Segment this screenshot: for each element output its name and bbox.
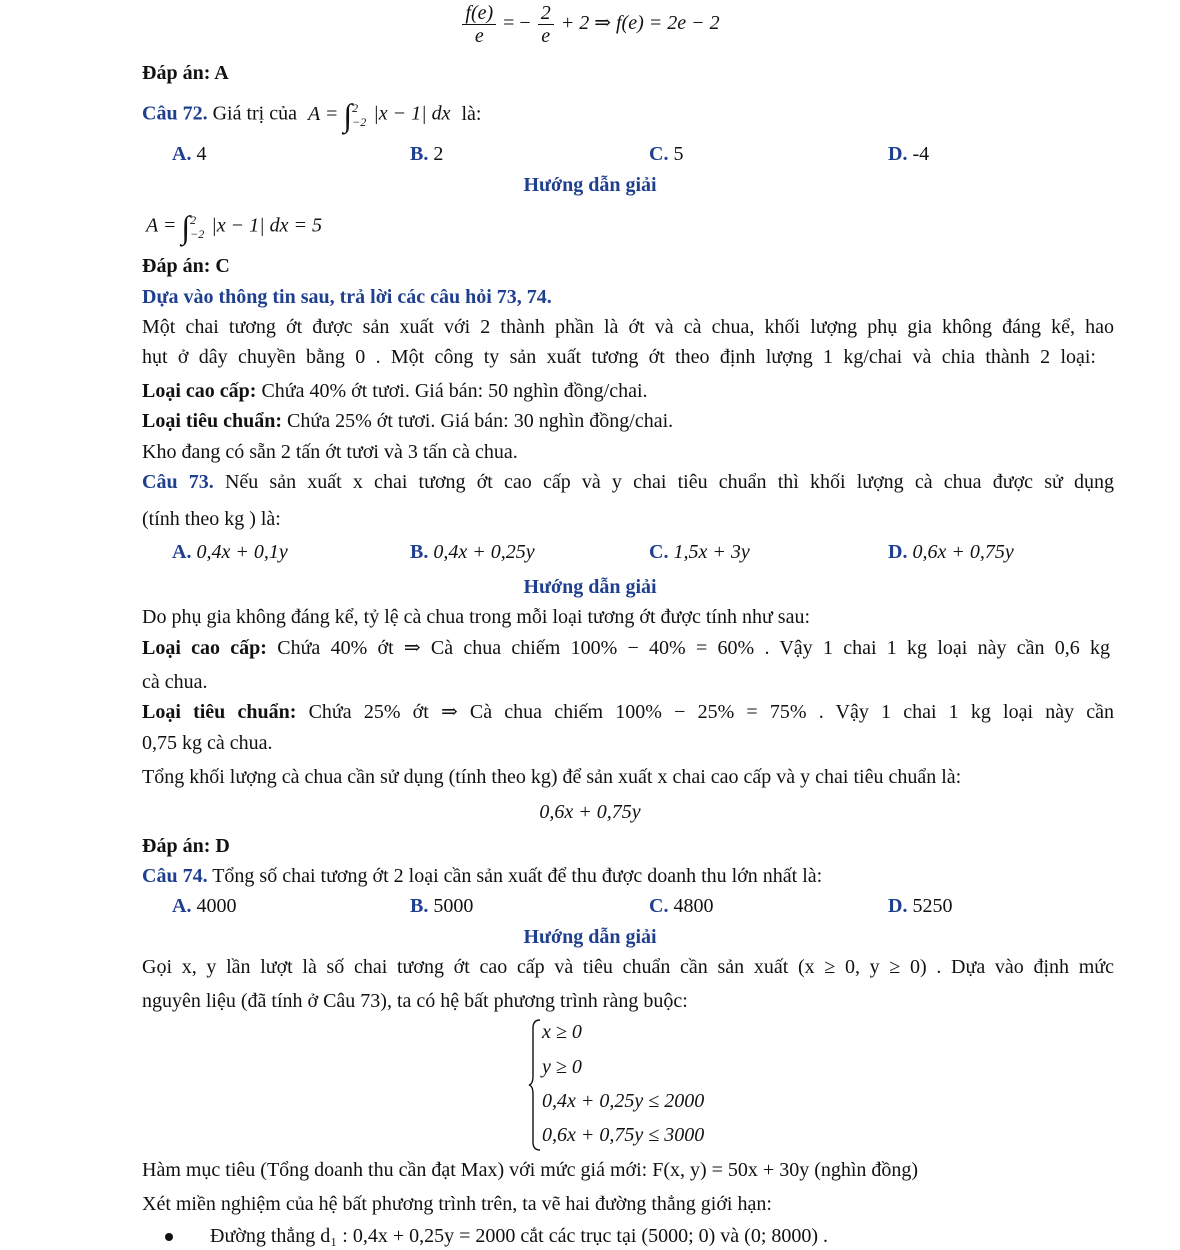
question-73-cont: (tính theo kg ) là: — [142, 508, 281, 530]
inequality-system — [528, 1018, 758, 1152]
option-b: B. 5000 — [410, 895, 474, 917]
option-c: C. 4800 — [649, 895, 714, 917]
bullet-icon — [165, 1233, 173, 1241]
integral-sign: ∫ — [343, 96, 353, 133]
inequality-row: x ≥ 0 — [542, 1021, 582, 1043]
standard-line: Loại tiêu chuẩn: Chứa 25% ớt tươi. Giá bán: 30 nghìn đồng/chai. — [142, 410, 674, 432]
left-brace — [528, 1018, 542, 1152]
option-c: C. 1,5x + 3y — [649, 541, 750, 563]
context-line-1: Một chai tương ớt được sản xuất với 2 thành phần là ớt và cà chua, khối lượng phụ gia không đáng kể, hao — [142, 316, 1114, 338]
inequality-row: y ≥ 0 — [542, 1056, 582, 1078]
question-74: Câu 74. Tổng số chai tương ớt 2 loại cần sản xuất để thu được doanh thu lớn nhất là: — [142, 865, 823, 887]
integral-sign: ∫ — [181, 208, 191, 245]
guide-74-line-2: nguyên liệu (đã tính ở Câu 73), ta có hệ bất phương trình ràng buộc: — [142, 990, 688, 1012]
option-a: A. 4 — [172, 143, 207, 165]
question-72: Câu 72. Giá trị của A = ∫ 2 −2 |x − 1| dx là: — [142, 96, 482, 133]
guide-title: Hướng dẫn giải — [523, 174, 657, 196]
option-c: C. 5 — [649, 143, 684, 165]
option-d: D. -4 — [888, 143, 930, 165]
solution-72: A = ∫ 2 −2 |x − 1| dx = 5 — [146, 208, 322, 245]
premium-line: Loại cao cấp: Chứa 40% ớt tươi. Giá bán: 50 nghìn đồng/chai. — [142, 380, 648, 402]
guide-title: Hướng dẫn giải — [523, 576, 657, 598]
guide-74-line-3: Hàm mục tiêu (Tổng doanh thu cần đạt Max) với mức giá mới: F(x, y) = 50x + 30y (nghìn đồng) — [142, 1159, 919, 1181]
fraction: $\frac{f(e)}{e}$ — [462, 2, 496, 47]
option-d: D. 5250 — [888, 895, 953, 917]
inequality-row: 0,4x + 0,25y ≤ 2000 — [542, 1090, 705, 1112]
guide-73-line-1: Do phụ gia không đáng kể, tỷ lệ cà chua trong mỗi loại tương ớt được tính như sau: — [142, 606, 811, 628]
guide-73-result: 0,6x + 0,75y — [539, 801, 641, 823]
question-73: Câu 73. Nếu sản xuất x chai tương ớt cao cấp và y chai tiêu chuẩn thì khối lượng cà chua được sử dụng — [142, 471, 1114, 493]
integral-limits: 2 −2 — [190, 213, 205, 241]
guide-74-line-1: Gọi x, y lần lượt là số chai tương ớt cao cấp và tiêu chuẩn cần sản xuất (x ≥ 0, y ≥ 0) . Dựa vào định mức — [142, 956, 1114, 978]
option-b: B. 2 — [410, 143, 444, 165]
guide-73-line-3: cà chua. — [142, 671, 208, 693]
guide-title: Hướng dẫn giải — [523, 926, 657, 948]
guide-73-line-2: Loại cao cấp: Chứa 40% ớt ⇒ Cà chua chiếm 100% − 40% = 60% . Vậy 1 chai 1 kg loại này cần 0,6 kg — [142, 637, 1111, 659]
guide-74-bullet-1: Đường thẳng d₁ : 0,4x + 0,25y = 2000 cắt các trục tại (5000; 0) và (0; 8000) . — [210, 1225, 829, 1247]
fraction: $\frac{2}{e}$ — [538, 2, 554, 47]
answer-a: Đáp án: A — [142, 62, 229, 84]
answer-d: Đáp án: D — [142, 835, 230, 857]
stock-line: Kho đang có sẵn 2 tấn ớt tươi và 3 tấn cà chua. — [142, 441, 518, 463]
guide-73-line-6: Tổng khối lượng cà chua cần sử dụng (tính theo kg) để sản xuất x chai cao cấp và y chai tiêu chuẩn là: — [142, 766, 962, 788]
option-d: D. 0,6x + 0,75y — [888, 541, 1014, 563]
option-a: A. 0,4x + 0,1y — [172, 541, 288, 563]
option-a: A. 4000 — [172, 895, 237, 917]
top-formula: $\frac{f(e)}{e}$ = − $\frac{2}{e}$ + 2 ⇒ f(e) = 2e − 2 — [0, 2, 1180, 47]
guide-74-line-4: Xét miền nghiệm của hệ bất phương trình trên, ta vẽ hai đường thẳng giới hạn: — [142, 1193, 772, 1215]
guide-73-line-4: Loại tiêu chuẩn: Chứa 25% ớt ⇒ Cà chua chiếm 100% − 25% = 75% . Vậy 1 chai 1 kg loại này cần — [142, 701, 1115, 723]
context-heading: Dựa vào thông tin sau, trả lời các câu hỏi 73, 74. — [142, 286, 552, 308]
answer-c: Đáp án: C — [142, 255, 230, 277]
integral-limits: 2 −2 — [352, 101, 367, 129]
context-line-2: hụt ở dây chuyền bằng 0 . Một công ty sản xuất tương ớt theo định lượng 1 kg/chai và chia thành 2 loại: — [142, 346, 1096, 368]
guide-73-line-5: 0,75 kg cà chua. — [142, 732, 273, 754]
option-b: B. 0,4x + 0,25y — [410, 541, 535, 563]
inequality-row: 0,6x + 0,75y ≤ 3000 — [542, 1124, 705, 1146]
